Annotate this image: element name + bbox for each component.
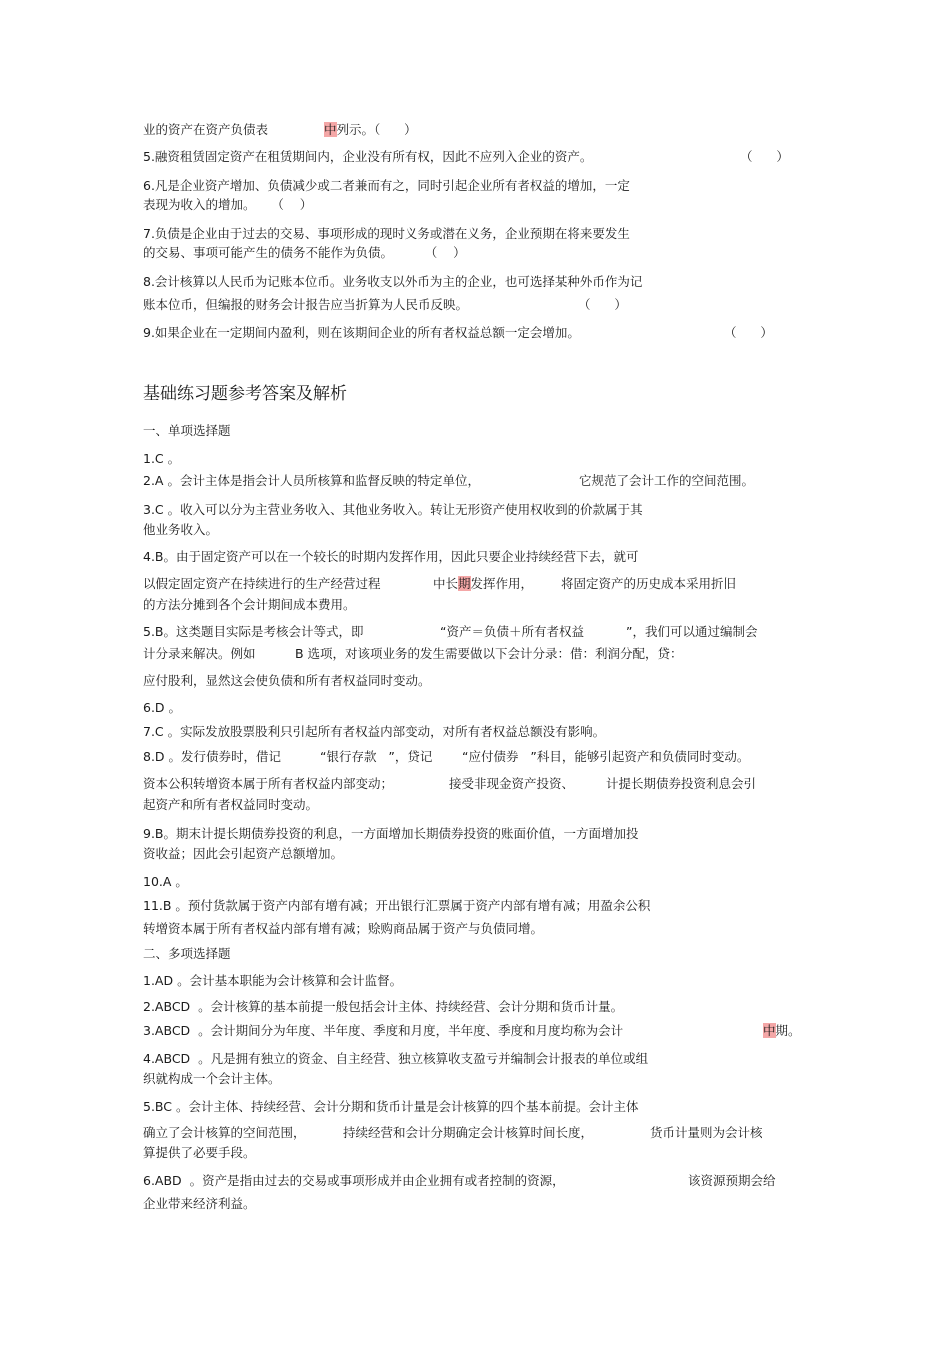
answer-line: “应付债券 ”科目，能够引起资产和负债同时变动。 (462, 749, 750, 764)
answer-line: 企业带来经济利益。 (143, 1196, 256, 1211)
answer-line: 资收益；因此会引起资产总额增加。 (143, 846, 344, 861)
answer-line: 5.B。这类题目实际是考核会计等式，即 (143, 624, 364, 639)
answer-line: 9.B。期末计提长期债券投资的利息，一方面增加长期债券投资的账面价值，一方面增加投 (143, 826, 639, 841)
subsection-heading: 二、多项选择题 (143, 946, 231, 961)
answer-line: 它规范了会计工作的空间范围。 (579, 473, 755, 488)
answer-line: “银行存款 ”，贷记 (320, 749, 433, 764)
answer-line: 5.BC 。会计主体、持续经营、会计分期和货币计量是会计核算的四个基本前提。会计主体 (143, 1099, 639, 1114)
answer-line: 起资产和所有者权益同时变动。 (143, 797, 319, 812)
answer-line: 中期。 (763, 1023, 801, 1038)
answer-line: 确立了会计核算的空间范围， (143, 1125, 306, 1140)
text-line: 6.凡是企业资产增加、负债减少或二者兼而有之，同时引起企业所有者权益的增加，一定 (143, 178, 630, 193)
answer-line: 的方法分摊到各个会计期间成本费用。 (143, 597, 356, 612)
text-line: 表现为收入的增加。 （ ） (143, 197, 313, 212)
answer-line: “资产＝负债＋所有者权益 (440, 624, 584, 639)
answer-line: 该资源预期会给 (688, 1173, 776, 1188)
answer-line: 3.C 。收入可以分为主营业务收入、其他业务收入。转让无形资产使用权收到的价款属于其 (143, 502, 643, 517)
highlight-mark: 中 (763, 1023, 776, 1038)
answer-line: 算提供了必要手段。 (143, 1145, 256, 1160)
answer-line: 10.A 。 (143, 874, 188, 889)
subsection-heading: 一、单项选择题 (143, 423, 231, 438)
highlight-mark: 中 (324, 122, 337, 137)
text-line: 8.会计核算以人民币为记账本位币。业务收支以外币为主的企业，也可选择某种外币作为记 (143, 274, 643, 289)
answer-blank: （ ） (578, 297, 627, 312)
section-title: 基础练习题参考答案及解析 (143, 384, 347, 404)
answer-line: 计提长期债券投资利息会引 (606, 776, 757, 791)
answer-line: B 选项，对该项业务的发生需要做以下会计分录：借：利润分配，贷： (295, 646, 683, 661)
answer-line: 7.C 。实际发放股票股利只引起所有者权益内部变动，对所有者权益总额没有影响。 (143, 724, 606, 739)
answer-line: 2.ABCD 。会计核算的基本前提一般包括会计主体、持续经营、会计分期和货币计量。 (143, 999, 624, 1014)
answer-line: 货币计量则为会计核 (650, 1125, 763, 1140)
answer-line: 持续经营和会计分期确定会计核算时间长度， (343, 1125, 594, 1140)
answer-line: 资本公积转增资本属于所有者权益内部变动； (143, 776, 394, 791)
text-line: 5.融资租赁固定资产在租赁期间内，企业没有所有权，因此不应列入企业的资产。 (143, 149, 593, 164)
answer-line: ”，我们可以通过编制会 (626, 624, 758, 639)
answer-line: 转增资本属于所有者权益内部有增有减；赊购商品属于资产与负债同增。 (143, 921, 544, 936)
answer-blank: （ ） (724, 325, 773, 340)
answer-line: 以假定固定资产在持续进行的生产经营过程 (143, 576, 381, 591)
answer-line: 8.D 。发行债券时，借记 (143, 749, 282, 764)
answer-line: 应付股利，显然这会使负债和所有者权益同时变动。 (143, 673, 431, 688)
highlight-mark: 期 (458, 576, 471, 591)
answer-line: 3.ABCD 。会计期间分为年度、半年度、季度和月度，半年度、季度和月度均称为会计 (143, 1023, 624, 1038)
answer-line: 将固定资产的历史成本采用折旧 (561, 576, 737, 591)
text-line: 账本位币，但编报的财务会计报告应当折算为人民币反映。 (143, 297, 469, 312)
answer-line: 1.C 。 (143, 451, 181, 466)
answer-blank: （ ） (740, 149, 789, 164)
answer-line: 6.ABD 。资产是指由过去的交易或事项形成并由企业拥有或者控制的资源， (143, 1173, 565, 1188)
text-line: 7.负债是企业由于过去的交易、事项形成的现时义务或潜在义务，企业预期在将来要发生 (143, 226, 630, 241)
answer-line: 4.B。由于固定资产可以在一个较长的时期内发挥作用，因此只要企业持续经营下去，就可 (143, 549, 639, 564)
answer-line: 4.ABCD 。凡是拥有独立的资金、自主经营、独立核算收支盈亏并编制会计报表的单位或组 (143, 1051, 649, 1066)
answer-line: 1.AD 。会计基本职能为会计核算和会计监督。 (143, 973, 403, 988)
text-line: 9.如果企业在一定期间内盈利，则在该期间企业的所有者权益总额一定会增加。 (143, 325, 580, 340)
answer-line: 他业务收入。 (143, 522, 219, 537)
answer-line: 2.A 。会计主体是指会计人员所核算和监督反映的特定单位， (143, 473, 480, 488)
answer-line: 织就构成一个会计主体。 (143, 1071, 281, 1086)
answer-line: 11.B 。预付货款属于资产内部有增有减；开出银行汇票属于资产内部有增有减；用盈余公积 (143, 898, 651, 913)
answer-line: 中长期发挥作用， (433, 576, 534, 591)
text-line: 业的资产在资产负债表 中列示。（ ） (143, 122, 417, 137)
answer-line: 6.D 。 (143, 700, 182, 715)
answer-line: 计分录来解决。例如 (143, 646, 256, 661)
answer-line: 接受非现金资产投资、 (449, 776, 575, 791)
text-line: 的交易、事项可能产生的债务不能作为负债。 （ ） (143, 245, 466, 260)
